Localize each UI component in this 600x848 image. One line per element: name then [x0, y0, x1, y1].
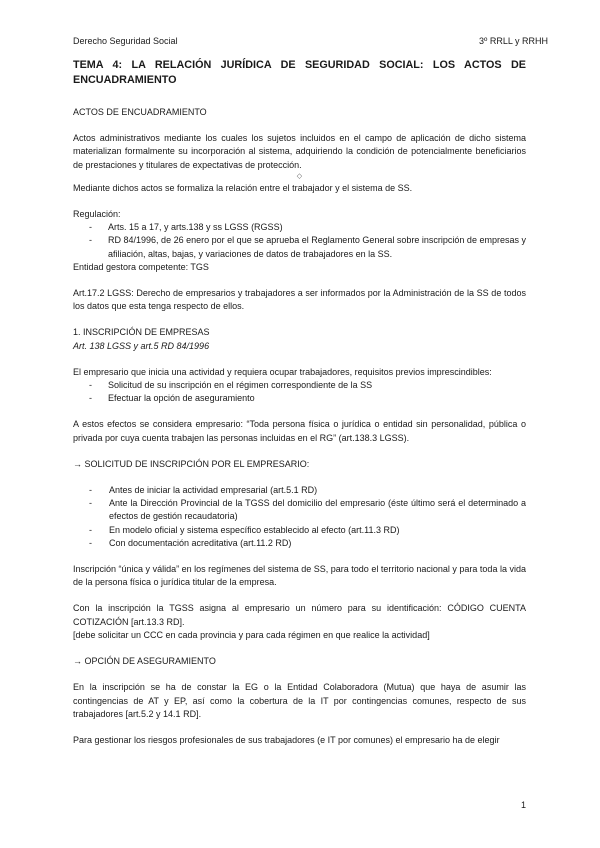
- paragraph-actos-relacion: Mediante dichos actos se formaliza la relación entre el trabajador y el sistema de SS.: [73, 182, 413, 193]
- paragraph-opcion-elegir: Para gestionar los riesgos profesionales de sus trabajadores (e IT por comunes) el empresario ha de elegir: [73, 734, 500, 745]
- paragraph-inscripcion-unica: Inscripción “única y válida” en los regímenes del sistema de SS, para todo el territorio nacional y para toda la vida de la persona física o jurídica titular de la empresa.: [73, 564, 526, 588]
- document-title: TEMA 4: LA RELACIÓN JURÍDICA DE SEGURIDAD SOCIAL: LOS ACTOS DE ENCUADRAMIENTO: [73, 59, 526, 86]
- regulacion-label: Regulación:: [73, 209, 121, 220]
- header-left: Derecho Seguridad Social: [73, 36, 178, 46]
- list-item: - Solicitud de su inscripción en el régimen correspondiente de la SS: [73, 379, 526, 392]
- section-heading-opcion: → OPCIÓN DE ASEGURAMIENTO: [73, 656, 216, 667]
- section-heading-inscripcion: 1. INSCRIPCIÓN DE EMPRESAS: [73, 327, 210, 338]
- paragraph-empresario-requisitos: El empresario que inicia una actividad y requiera ocupar trabajadores, requisitos previos imprescindibles:: [73, 366, 492, 377]
- dash-bullet-icon: -: [89, 380, 92, 391]
- section-reference: Art. 138 LGSS y art.5 RD 84/1996: [73, 340, 210, 351]
- list-item: - Con documentación acreditativa (art.11.2 RD): [73, 537, 526, 550]
- list-item: - Arts. 15 a 17, y arts.138 y ss LGSS (RGSS): [73, 221, 526, 234]
- section-heading-solicitud: → SOLICITUD DE INSCRIPCIÓN POR EL EMPRESARIO:: [73, 458, 310, 469]
- list-item: - En modelo oficial y sistema específico establecido al efecto (art.11.3 RD): [73, 524, 526, 537]
- paragraph-opcion-constar: En la inscripción se ha de constar la EG o la Entidad Colaboradora (Mutua) que haya de asumir las contingencias de AT y EP, así como la cobertura de la IT por contingencias comunes, respecto de sus trabajadores [art.5.2 y 14.1 RD].: [73, 682, 526, 719]
- requisitos-list: [73, 379, 526, 405]
- dash-bullet-icon: -: [89, 524, 92, 535]
- dash-bullet-icon: -: [89, 498, 92, 509]
- header-right: 3º RRLL y RRHH: [479, 36, 548, 46]
- diamond-marker-icon: ◇: [296, 172, 303, 180]
- list-item: - Ante la Dirección Provincial de la TGSS del domicilio del empresario (éste último será el determinado a efectos de gestión recaudatoria): [89, 498, 526, 522]
- dash-bullet-icon: -: [89, 485, 92, 496]
- dash-bullet-icon: -: [89, 222, 92, 233]
- solicitud-list: [73, 484, 526, 550]
- entidad-gestora: Entidad gestora competente: TGS: [73, 261, 209, 272]
- section-heading-actos: ACTOS DE ENCUADRAMIENTO: [73, 107, 207, 117]
- list-item: - RD 84/1996, de 26 enero por el que se aprueba el Reglamento General sobre inscripción de empresas y afiliación, altas, bajas, y variaciones de datos de trabajadores en la SS.: [89, 235, 526, 259]
- list-item: - Antes de iniciar la actividad empresarial (art.5.1 RD): [73, 484, 526, 497]
- page-header: [73, 36, 548, 50]
- paragraph-actos-definicion: Actos administrativos mediante los cuales los sujetos incluidos en el campo de aplicación de dicho sistema materializan formalmente su incorporación al sistema, adquiriendo la condición de potencialmente beneficiarios de prestaciones y titulares de expectativas de protección.: [73, 133, 526, 170]
- document-body: [73, 58, 526, 747]
- paragraph-tgss-asigna: Con la inscripción la TGSS asigna al empresario un número para su identificación: CÓDIGO CUENTA COTIZACIÓN [art.13.3 RD].: [73, 603, 526, 627]
- dash-bullet-icon: -: [89, 537, 92, 548]
- page-number: 1: [520, 800, 526, 810]
- ccc-note: [debe solicitar un CCC en cada provincia y para cada régimen en que realice la actividad]: [73, 629, 430, 640]
- dash-bullet-icon: -: [89, 393, 92, 404]
- paragraph-empresario-definicion: A estos efectos se considera empresario: “Toda persona física o jurídica o entidad sin personalidad, pública o privada por cuya cuenta trabajen las personas incluidas en el RG” (art.138.3 LGSS).: [73, 419, 526, 443]
- list-item: - Efectuar la opción de aseguramiento: [73, 392, 526, 405]
- regulacion-list: [73, 221, 526, 261]
- dash-bullet-icon: -: [89, 235, 92, 246]
- paragraph-art-17-2: Art.17.2 LGSS: Derecho de empresarios y trabajadores a ser informados por la Administración de la SS de todos los datos que esta tenga respecto de ellos.: [73, 288, 526, 312]
